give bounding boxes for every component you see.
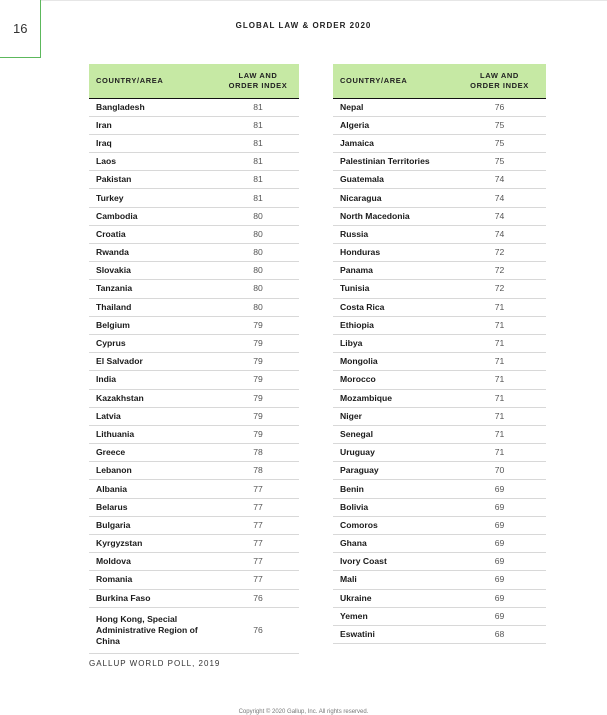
country-name-cell: Rwanda [89, 244, 217, 262]
index-value-cell: 74 [453, 225, 546, 243]
country-name-cell: Panama [333, 262, 453, 280]
index-value-cell: 69 [453, 498, 546, 516]
table-row [89, 189, 299, 207]
index-value-cell: 77 [217, 571, 299, 589]
index-value-cell: 77 [217, 516, 299, 534]
table-row [333, 171, 546, 189]
index-value-cell: 79 [217, 353, 299, 371]
country-name-cell: Benin [333, 480, 453, 498]
country-name-cell: Bulgaria [89, 516, 217, 534]
country-name-cell: Albania [89, 480, 217, 498]
table-header-row [333, 64, 546, 98]
country-column-header: COUNTRY/AREA [89, 64, 217, 98]
table-row [89, 425, 299, 443]
table-row [333, 516, 546, 534]
table-row [89, 462, 299, 480]
index-value-cell: 80 [217, 298, 299, 316]
table-row [89, 444, 299, 462]
country-name-cell: Pakistan [89, 171, 217, 189]
left-table-body [89, 98, 299, 653]
country-name-cell: Turkey [89, 189, 217, 207]
country-name-cell: Morocco [333, 371, 453, 389]
table-row [333, 571, 546, 589]
index-value-cell: 69 [453, 535, 546, 553]
country-name-cell: Iran [89, 116, 217, 134]
country-name-cell: Lithuania [89, 425, 217, 443]
table-row [89, 225, 299, 243]
country-name-cell: Lebanon [89, 462, 217, 480]
country-name-cell: Iraq [89, 134, 217, 152]
table-row [333, 425, 546, 443]
country-name-cell: Libya [333, 334, 453, 352]
country-column-header: COUNTRY/AREA [333, 64, 453, 98]
table-header-row [89, 64, 299, 98]
copyright-note: Copyright © 2020 Gallup, Inc. All rights reserved. [238, 709, 369, 715]
index-value-cell: 74 [453, 189, 546, 207]
table-row [333, 262, 546, 280]
index-value-cell: 69 [453, 480, 546, 498]
table-row [89, 607, 299, 653]
country-name-cell: Slovakia [89, 262, 217, 280]
table-row [89, 371, 299, 389]
table-row [89, 244, 299, 262]
country-name-cell: Mozambique [333, 389, 453, 407]
table-row [333, 280, 546, 298]
table-row [333, 480, 546, 498]
table-row [89, 98, 299, 116]
table-row [333, 553, 546, 571]
table-row [333, 607, 546, 625]
country-name-cell: North Macedonia [333, 207, 453, 225]
index-value-cell: 69 [453, 553, 546, 571]
table-row [333, 407, 546, 425]
table-row [89, 316, 299, 334]
table-row [333, 244, 546, 262]
table-row [89, 134, 299, 152]
table-row [89, 553, 299, 571]
country-name-cell: Senegal [333, 425, 453, 443]
index-header-line2: ORDER INDEX [228, 80, 288, 90]
table-row [333, 189, 546, 207]
country-name-cell: Bolivia [333, 498, 453, 516]
index-value-cell: 81 [217, 189, 299, 207]
country-name-cell: Russia [333, 225, 453, 243]
country-name-cell: Tunisia [333, 280, 453, 298]
table-row [333, 535, 546, 553]
header-rule [41, 0, 607, 1]
table-row [89, 171, 299, 189]
index-value-cell: 72 [453, 280, 546, 298]
country-name-cell: Eswatini [333, 625, 453, 643]
country-name-cell: Mongolia [333, 353, 453, 371]
table-row [89, 571, 299, 589]
country-name-cell: Ivory Coast [333, 553, 453, 571]
index-value-cell: 81 [217, 134, 299, 152]
index-value-cell: 80 [217, 262, 299, 280]
index-value-cell: 80 [217, 207, 299, 225]
index-header-line1: LAW AND [480, 70, 519, 80]
index-value-cell: 71 [453, 444, 546, 462]
country-name-cell: Greece [89, 444, 217, 462]
index-value-cell: 80 [217, 225, 299, 243]
table-row [89, 498, 299, 516]
index-value-cell: 75 [453, 153, 546, 171]
index-value-cell: 71 [453, 389, 546, 407]
country-name-cell: El Salvador [89, 353, 217, 371]
index-value-cell: 69 [453, 589, 546, 607]
index-value-cell: 72 [453, 244, 546, 262]
country-name-cell: Nepal [333, 98, 453, 116]
index-value-cell: 81 [217, 153, 299, 171]
country-name-cell: Laos [89, 153, 217, 171]
table-row [89, 207, 299, 225]
right-index-table [333, 64, 546, 644]
country-name-cell: Ethiopia [333, 316, 453, 334]
country-name-cell: Uruguay [333, 444, 453, 462]
index-value-cell: 79 [217, 334, 299, 352]
table-row [333, 98, 546, 116]
country-name-cell: Niger [333, 407, 453, 425]
table-row [333, 353, 546, 371]
index-value-cell: 71 [453, 407, 546, 425]
index-value-cell: 79 [217, 389, 299, 407]
index-column-header [453, 64, 546, 98]
index-value-cell: 80 [217, 280, 299, 298]
table-row [333, 389, 546, 407]
country-name-cell: Burkina Faso [89, 589, 217, 607]
country-name-cell: Ukraine [333, 589, 453, 607]
index-value-cell: 71 [453, 425, 546, 443]
table-row [89, 535, 299, 553]
index-value-cell: 69 [453, 607, 546, 625]
index-value-cell: 69 [453, 516, 546, 534]
index-value-cell: 79 [217, 425, 299, 443]
index-value-cell: 76 [217, 589, 299, 607]
table-row [89, 480, 299, 498]
page-number: 16 [13, 21, 28, 36]
country-name-cell: Yemen [333, 607, 453, 625]
country-name-cell: Romania [89, 571, 217, 589]
index-value-cell: 71 [453, 371, 546, 389]
index-value-cell: 70 [453, 462, 546, 480]
table-row [333, 498, 546, 516]
country-name-cell: Paraguay [333, 462, 453, 480]
index-value-cell: 71 [453, 334, 546, 352]
table-row [89, 298, 299, 316]
index-value-cell: 77 [217, 553, 299, 571]
index-value-cell: 69 [453, 571, 546, 589]
index-header-line1: LAW AND [238, 70, 278, 80]
country-name-cell: Guatemala [333, 171, 453, 189]
table-row [89, 353, 299, 371]
country-name-cell: Costa Rica [333, 298, 453, 316]
index-value-cell: 72 [453, 262, 546, 280]
country-name-cell: Kazakhstan [89, 389, 217, 407]
index-value-cell: 71 [453, 316, 546, 334]
table-row [333, 207, 546, 225]
country-name-cell: Algeria [333, 116, 453, 134]
index-value-cell: 81 [217, 171, 299, 189]
index-value-cell: 77 [217, 498, 299, 516]
index-value-cell: 81 [217, 116, 299, 134]
index-value-cell: 71 [453, 353, 546, 371]
country-name-cell: Moldova [89, 553, 217, 571]
index-column-header [217, 64, 299, 98]
right-table-body [333, 98, 546, 644]
table-row [333, 316, 546, 334]
index-value-cell: 76 [453, 98, 546, 116]
left-index-table [89, 64, 299, 654]
index-value-cell: 71 [453, 298, 546, 316]
table-row [89, 589, 299, 607]
country-name-cell: Ghana [333, 535, 453, 553]
table-row [89, 153, 299, 171]
country-name-cell: Honduras [333, 244, 453, 262]
index-value-cell: 75 [453, 116, 546, 134]
index-header-line2: ORDER INDEX [470, 80, 529, 90]
country-name-cell: Comoros [333, 516, 453, 534]
table-row [89, 116, 299, 134]
table-row [89, 407, 299, 425]
index-value-cell: 76 [217, 607, 299, 653]
country-name-cell: Palestinian Territories [333, 153, 453, 171]
table-row [333, 225, 546, 243]
country-name-cell: Bangladesh [89, 98, 217, 116]
table-row [333, 153, 546, 171]
table-row [89, 334, 299, 352]
table-row [333, 462, 546, 480]
country-name-cell: Mali [333, 571, 453, 589]
country-name-cell: Cyprus [89, 334, 217, 352]
country-name-cell: Croatia [89, 225, 217, 243]
country-name-cell: Hong Kong, Special Administrative Region of China [89, 607, 217, 653]
table-row [333, 444, 546, 462]
table-row [89, 262, 299, 280]
index-value-cell: 74 [453, 171, 546, 189]
table-row [89, 389, 299, 407]
country-name-cell: Belgium [89, 316, 217, 334]
index-value-cell: 79 [217, 316, 299, 334]
index-value-cell: 74 [453, 207, 546, 225]
country-name-cell: Belarus [89, 498, 217, 516]
index-value-cell: 81 [217, 98, 299, 116]
country-name-cell: Tanzania [89, 280, 217, 298]
country-name-cell: Nicaragua [333, 189, 453, 207]
table-row [333, 298, 546, 316]
index-value-cell: 79 [217, 371, 299, 389]
table-row [89, 516, 299, 534]
index-value-cell: 68 [453, 625, 546, 643]
index-value-cell: 80 [217, 244, 299, 262]
country-name-cell: India [89, 371, 217, 389]
table-row [333, 589, 546, 607]
index-value-cell: 78 [217, 462, 299, 480]
index-value-cell: 77 [217, 480, 299, 498]
table-row [333, 334, 546, 352]
table-row [89, 280, 299, 298]
country-name-cell: Thailand [89, 298, 217, 316]
table-row [333, 116, 546, 134]
document-title: GLOBAL LAW & ORDER 2020 [235, 21, 372, 30]
table-row [333, 625, 546, 643]
index-value-cell: 75 [453, 134, 546, 152]
source-note: GALLUP WORLD POLL, 2019 [89, 659, 221, 668]
table-row [333, 134, 546, 152]
country-name-cell: Cambodia [89, 207, 217, 225]
index-value-cell: 79 [217, 407, 299, 425]
index-value-cell: 77 [217, 535, 299, 553]
country-name-cell: Kyrgyzstan [89, 535, 217, 553]
country-name-cell: Latvia [89, 407, 217, 425]
country-name-cell: Jamaica [333, 134, 453, 152]
index-value-cell: 78 [217, 444, 299, 462]
table-row [333, 371, 546, 389]
